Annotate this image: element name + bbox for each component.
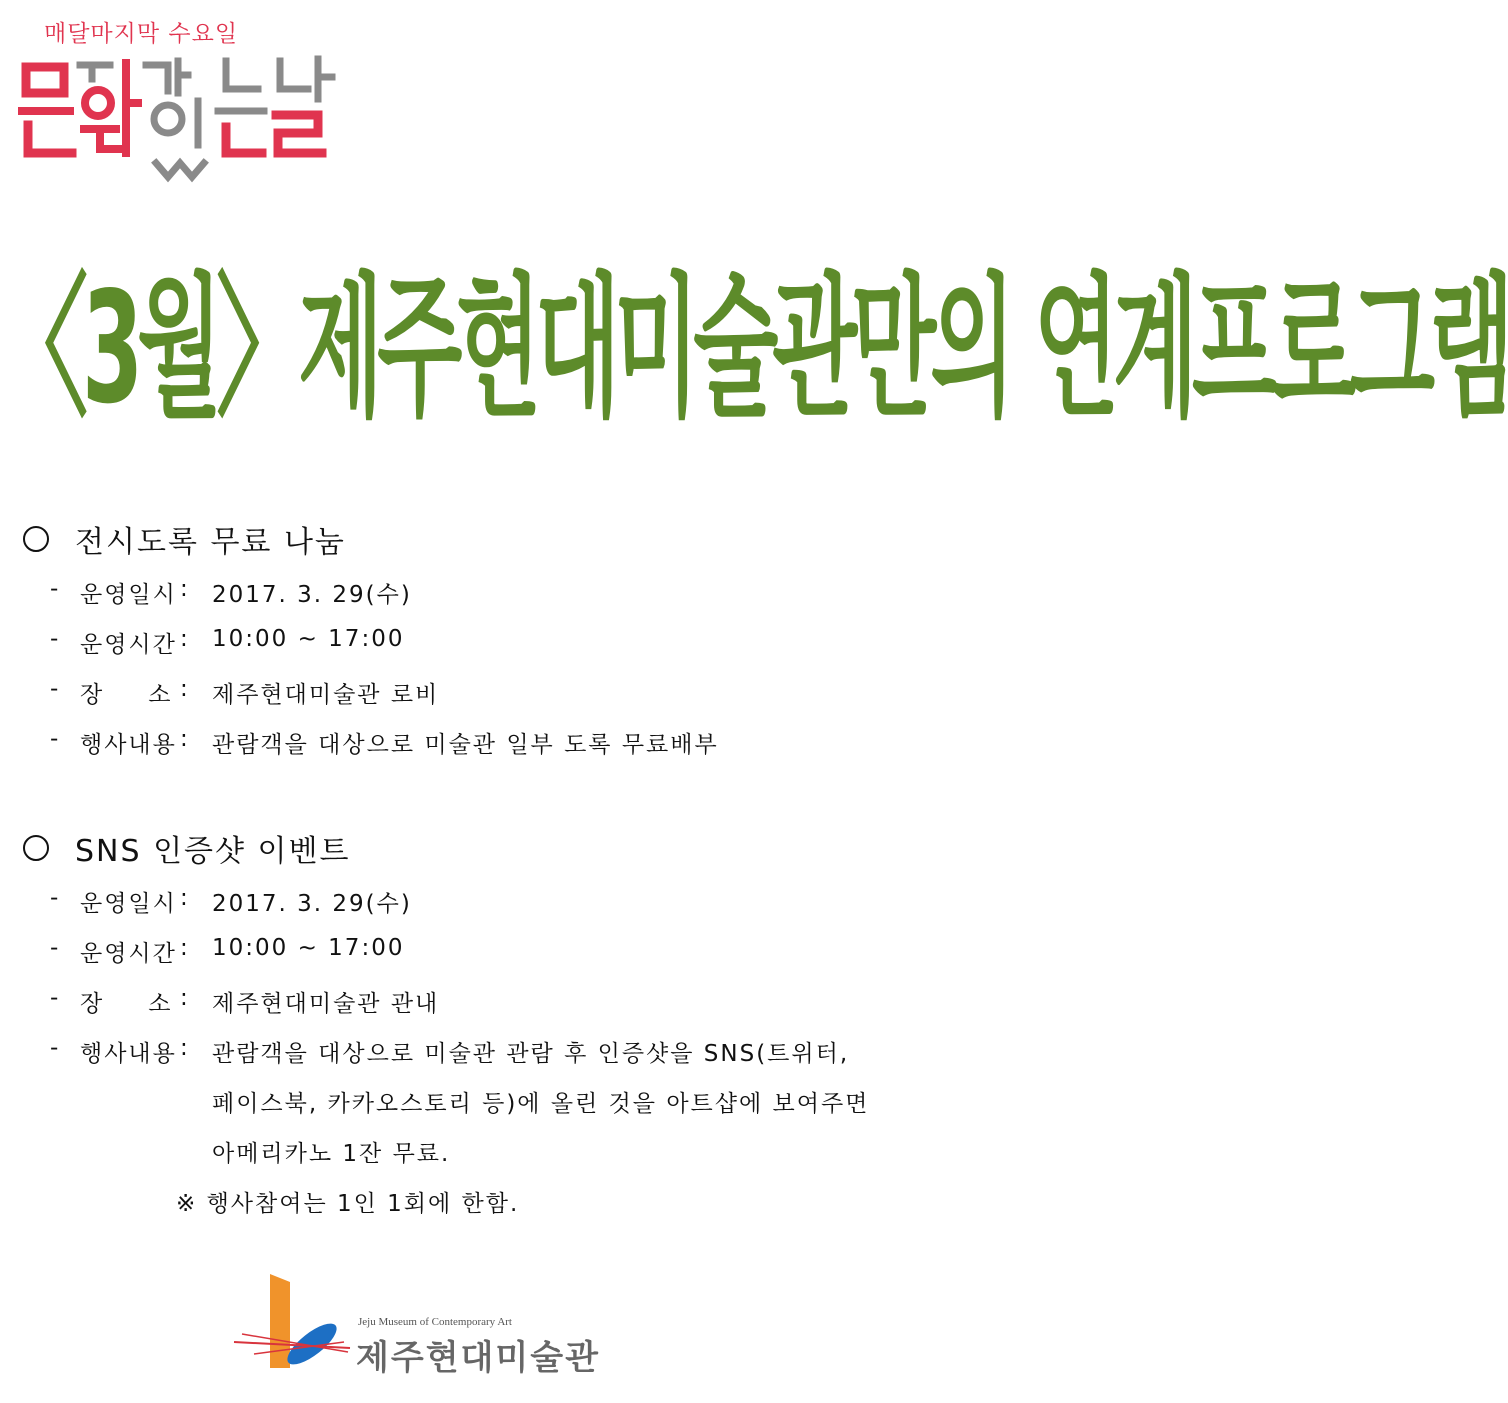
section-heading-text: 전시도록 무료 나눔 [75,525,346,560]
info-row: - 행사내용 : 관람객을 대상으로 미술관 관람 후 인증샷을 SNS(트위터, [50,1035,850,1067]
event-note: ※ 행사참여는 1인 1회에 한함. [176,1191,520,1217]
row-value: 2017. 3. 29(수) [212,582,412,608]
info-row: - 장 소 : 제주현대미술관 관내 [50,985,440,1017]
row-value: 제주현대미술관 로비 [212,682,440,708]
row-value: 10:00 ~ 17:00 [212,626,405,652]
row-key: 운영시간 [80,632,177,658]
row-value: 2017. 3. 29(수) [212,891,412,917]
row-key: 운영시간 [80,941,177,967]
row-key: 장 소 [80,991,171,1017]
museum-name-en: Jeju Museum of Contemporary Art [358,1316,512,1328]
museum-logo [232,1272,600,1378]
section-heading-text: SNS 인증샷 이벤트 [75,834,351,869]
row-value: 10:00 ~ 17:00 [212,935,405,961]
info-row: - 운영시간 : 10:00 ~ 17:00 [50,935,405,967]
info-row: - 운영일시 : 2017. 3. 29(수) [50,885,412,917]
row-value: 제주현대미술관 관내 [212,991,440,1017]
info-row: - 장 소 : 제주현대미술관 로비 [50,676,440,708]
circle-bullet-icon [23,835,49,861]
row-key: 행사내용 [80,1041,177,1067]
row-key: 운영일시 [80,582,177,608]
row-key: 장 소 [80,682,171,708]
culture-day-logo-art [18,53,338,188]
circle-bullet-icon [23,526,49,552]
row-value: 관람객을 대상으로 미술관 관람 후 인증샷을 SNS(트위터, [212,1041,850,1067]
row-key: 행사내용 [80,732,177,758]
section-heading [20,826,350,870]
page-title: 〈3월〉제주현대미술관만의 연계프로그램 [0,257,1508,438]
section-heading [20,517,346,561]
info-row: - 행사내용 : 관람객을 대상으로 미술관 일부 도록 무료배부 [50,726,719,758]
info-row: - 운영시간 : 10:00 ~ 17:00 [50,626,405,658]
row-value-continuation: 아메리카노 1잔 무료. [212,1141,451,1167]
museum-emblem-icon [232,1272,352,1372]
row-value-continuation: 페이스북, 카카오스토리 등)에 올린 것을 아트샵에 보여주면 [212,1091,870,1117]
row-value: 관람객을 대상으로 미술관 일부 도록 무료배부 [212,732,719,758]
info-row: - 운영일시 : 2017. 3. 29(수) [50,576,412,608]
culture-day-logo [18,15,338,185]
row-key: 운영일시 [80,891,177,917]
logo-caption: 매달마지막 수요일 [44,21,239,47]
museum-name-ko: 제주현대미술관 [356,1338,600,1378]
